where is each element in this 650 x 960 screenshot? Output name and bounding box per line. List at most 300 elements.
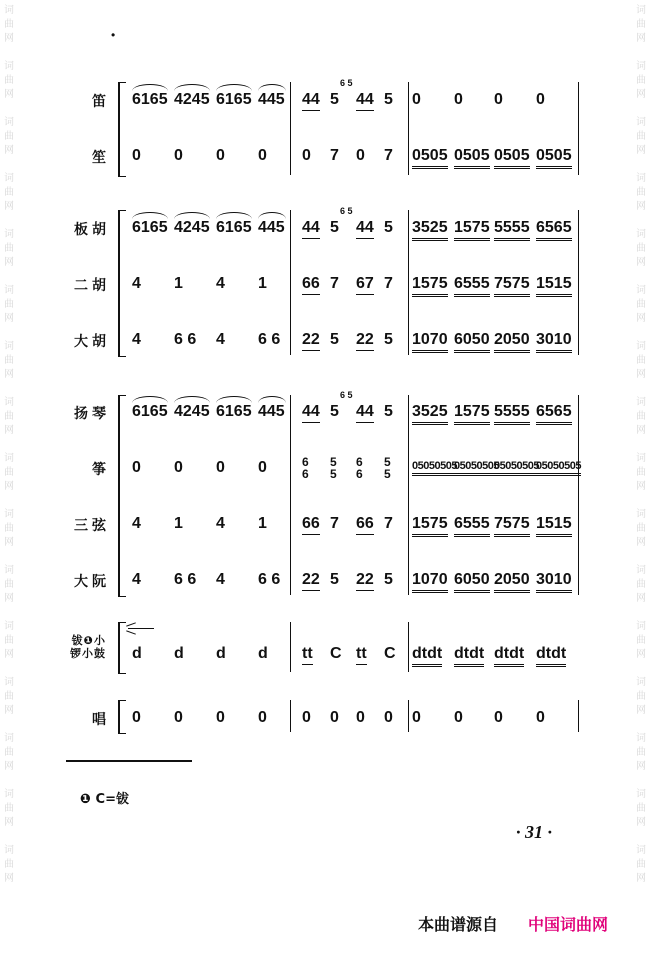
bar-line [578,82,579,175]
instrument-label: 扬琴 [74,406,110,422]
slur [258,84,286,91]
note-cell: 5 5 [384,455,391,481]
note-cell: 0 [216,459,225,476]
watermark-char: 词 [4,5,14,16]
note-cell: 0 [384,709,393,726]
watermark-char: 词 [4,845,14,856]
note-cell: 6565 [536,403,572,425]
watermark-char: 曲 [636,299,646,310]
bar-line [578,700,579,732]
watermark-gap [634,886,648,900]
watermark-char: 网 [4,201,14,212]
watermark-char: 曲 [636,187,646,198]
note-cell: 1 [174,275,183,292]
note-cell: d [174,645,184,662]
note-cell: 0 [174,459,183,476]
watermark-char: 网 [4,817,14,828]
bar-line [290,622,291,672]
note-cell: 1070 [412,571,448,593]
watermark-gap [2,382,16,396]
note-cell: 6555 [454,275,490,297]
note-cell: 66 [302,515,320,535]
watermark-char: 网 [4,257,14,268]
note-cell: 0 [536,709,545,726]
watermark-gap [634,326,648,340]
watermark-char: 网 [636,873,646,884]
instrument-label: 大胡 [74,334,110,350]
watermark-gap [2,830,16,844]
note-cell: 1575 [454,219,490,241]
watermark-char: 网 [636,313,646,324]
note-cell: 0 [454,91,463,108]
watermark-char: 曲 [636,19,646,30]
watermark-char: 网 [4,89,14,100]
watermark-char: 网 [636,145,646,156]
note-cell: 7 [330,275,339,292]
watermark-char: 网 [4,425,14,436]
watermark-char: 网 [636,537,646,548]
note-cell: 7 [384,275,393,292]
slur [216,84,252,91]
watermark-char: 词 [4,677,14,688]
note-cell: 22 [356,331,374,351]
note-cell: 1515 [536,515,572,537]
note-cell: 6165 [132,91,168,108]
note-cell: 5 [330,91,339,108]
note-cell: 0 [356,147,365,164]
note-cell: 3525 [412,403,448,425]
arrow-head-bottom [126,630,136,634]
watermark-gap [2,662,16,676]
instrument-label: 三弦 [74,518,110,534]
note-cell: 5 [330,571,339,588]
watermark-char: 词 [636,733,646,744]
watermark-char: 词 [636,789,646,800]
system-brace [118,622,126,674]
slur [216,396,252,403]
note-cell: dtdt [536,645,566,667]
watermark-char: 网 [636,481,646,492]
note-cell: 6050 [454,571,490,593]
slur [258,212,286,219]
bar-line [290,210,291,355]
watermark-char: 词 [636,397,646,408]
watermark-gap [2,774,16,788]
watermark-gap [2,158,16,172]
instrument-label: 大阮 [74,574,110,590]
watermark-gap [634,438,648,452]
ink-mark: • [111,28,116,42]
watermark-char: 曲 [636,75,646,86]
watermark-char: 词 [4,173,14,184]
note-cell: 1575 [454,403,490,425]
note-cell: 0 [258,459,267,476]
watermark-char: 曲 [4,523,14,534]
note-cell: 7 [330,147,339,164]
watermark-gap [2,46,16,60]
note-cell: 0505 [454,147,490,169]
note-cell: 05050505 [536,460,581,476]
note-cell: 5555 [494,219,530,241]
note-cell: tt [302,645,313,665]
note-cell: 0 [132,709,141,726]
instrument-label: 笙 [92,150,110,166]
bar-line [408,622,409,672]
watermark-char: 网 [4,649,14,660]
note-cell: 2050 [494,571,530,593]
note-cell: 0 [494,709,503,726]
watermark-char: 曲 [4,243,14,254]
watermark-gap [634,494,648,508]
note-cell: 4 [216,571,225,588]
note-cell: 44 [302,219,320,239]
watermark-char: 词 [4,341,14,352]
note-cell: 4245 [174,219,210,236]
watermark-gap [2,326,16,340]
watermark-char: 网 [4,873,14,884]
watermark-char: 曲 [636,579,646,590]
note-cell: 3010 [536,331,572,353]
watermark-char: 曲 [4,747,14,758]
note-cell: 0 [174,147,183,164]
note-cell: 4245 [174,403,210,420]
watermark-char: 网 [4,593,14,604]
watermark-char: 曲 [4,187,14,198]
watermark-char: 词 [636,565,646,576]
slur [132,212,168,219]
watermark-char: 网 [4,705,14,716]
note-cell: C [384,645,396,662]
watermark-gap [2,438,16,452]
watermark-gap [634,662,648,676]
note-cell: 7575 [494,515,530,537]
bar-line [408,395,409,595]
watermark-gap [2,886,16,900]
note-cell: 05050505 [494,460,539,476]
slur [258,396,286,403]
note-cell: 0 [132,147,141,164]
note-cell: d [132,645,142,662]
note-cell: 6 6 [174,331,197,348]
watermark-char: 词 [636,61,646,72]
note-cell: 44 [356,403,374,423]
watermark-char: 词 [636,453,646,464]
note-cell: 05050505 [412,460,457,476]
watermark-gap [634,830,648,844]
note-cell: 0 [494,91,503,108]
watermark-char: 词 [636,173,646,184]
watermark-char: 网 [4,481,14,492]
note-cell: 5 [384,571,393,588]
watermark-char: 曲 [636,243,646,254]
arrow-head-top [126,622,136,626]
watermark-gap [634,158,648,172]
instrument-label: 二胡 [74,278,110,294]
watermark-char: 曲 [4,355,14,366]
note-cell: 05050505 [454,460,499,476]
note-cell: 1575 [412,275,448,297]
note-cell: C [330,645,342,662]
note-cell: 6165 [216,219,252,236]
watermark-char: 词 [4,621,14,632]
watermark-char: 曲 [4,467,14,478]
watermark-char: 词 [4,509,14,520]
system-brace [118,210,126,357]
watermark-char: 曲 [4,691,14,702]
note-cell: 6165 [132,219,168,236]
watermark-gap [2,550,16,564]
note-cell: d [216,645,226,662]
note-cell: 0 [258,147,267,164]
watermark-char: 网 [636,257,646,268]
note-cell: 5 [330,331,339,348]
watermark-char: 词 [636,621,646,632]
note-cell: 0 [132,459,141,476]
watermark-char: 网 [636,201,646,212]
note-cell: 4 [216,515,225,532]
bar-line [408,210,409,355]
note-cell: 6050 [454,331,490,353]
watermark-char: 网 [636,705,646,716]
bar-line [578,395,579,595]
note-cell: 22 [356,571,374,591]
watermark-char: 词 [4,397,14,408]
slur [174,396,210,403]
slur [216,212,252,219]
note-cell: 44 [356,219,374,239]
note-cell: 4 [216,331,225,348]
note-cell: 0 [258,709,267,726]
watermark-char: 网 [4,369,14,380]
watermark-char: 曲 [4,635,14,646]
note-cell: dtdt [494,645,524,667]
source-site: 中国词曲网 [528,915,609,934]
note-cell: 0 [356,709,365,726]
note-cell: 1 [258,275,267,292]
bar-line [290,395,291,595]
note-cell: 4 [132,275,141,292]
watermark-char: 曲 [636,467,646,478]
note-cell: 7 [330,515,339,532]
source-prefix: 本曲谱源自 [418,915,499,934]
note-cell: 6 6 [174,571,197,588]
grace-note: 6 5 [340,206,353,216]
note-cell: 4 [132,571,141,588]
watermark-char: 词 [636,509,646,520]
note-cell: 1 [174,515,183,532]
note-cell: 3010 [536,571,572,593]
watermark-char: 网 [636,89,646,100]
watermark-char: 曲 [4,859,14,870]
note-cell: 0 [174,709,183,726]
arrow-shaft [128,628,154,629]
page-number: · 31 · [516,822,552,842]
system-brace [118,395,126,597]
note-cell: 6565 [536,219,572,241]
system-brace [118,82,126,177]
note-cell: 6 6 [302,455,309,481]
watermark-char: 曲 [4,803,14,814]
note-cell: 445 [258,219,285,236]
note-cell: 6 6 [258,331,281,348]
watermark-char: 曲 [636,803,646,814]
watermark-gap [2,494,16,508]
note-cell: 0505 [494,147,530,169]
note-cell: 0 [302,709,311,726]
watermark-char: 网 [4,537,14,548]
note-cell: 0 [412,709,421,726]
note-cell: 22 [302,571,320,591]
slur [132,84,168,91]
note-cell: 6165 [216,403,252,420]
note-cell: 1575 [412,515,448,537]
footnote-text: C=钹 [95,792,129,807]
bar-line [408,700,409,732]
bar-line [290,700,291,732]
note-cell: 5 [384,403,393,420]
watermark-char: 词 [636,5,646,16]
watermark-char: 网 [636,817,646,828]
note-cell: 0 [302,147,311,164]
watermark-char: 曲 [4,411,14,422]
watermark-char: 词 [636,229,646,240]
note-cell: 4245 [174,91,210,108]
note-cell: 5 [384,331,393,348]
note-cell: 44 [302,91,320,111]
note-cell: 6 6 [258,571,281,588]
note-cell: 3525 [412,219,448,241]
note-cell: dtdt [412,645,442,667]
right-watermark [634,4,648,960]
watermark-char: 词 [4,61,14,72]
watermark-char: 词 [4,565,14,576]
watermark-gap [2,214,16,228]
watermark-char: 词 [4,733,14,744]
watermark-char: 词 [4,453,14,464]
note-cell: 445 [258,91,285,108]
note-cell: 67 [356,275,374,295]
note-cell: 0 [454,709,463,726]
footnote-rule [66,760,192,762]
note-cell: 0 [412,91,421,108]
watermark-char: 网 [636,649,646,660]
note-cell: 7 [384,515,393,532]
watermark-char: 词 [4,789,14,800]
note-cell: 2050 [494,331,530,353]
note-cell: 0 [330,709,339,726]
watermark-gap [634,550,648,564]
grace-note: 6 5 [340,78,353,88]
watermark-char: 网 [636,593,646,604]
instrument-label: 筝 [92,462,110,478]
watermark-char: 网 [636,425,646,436]
system-brace [118,700,126,734]
watermark-char: 曲 [4,579,14,590]
note-cell: 445 [258,403,285,420]
note-cell: 66 [356,515,374,535]
watermark-char: 网 [4,33,14,44]
instrument-label: 笛 [92,94,110,110]
watermark-char: 网 [636,33,646,44]
watermark-char: 曲 [636,131,646,142]
watermark-char: 词 [636,285,646,296]
watermark-char: 曲 [636,411,646,422]
note-cell: 7 [384,147,393,164]
note-cell: 1515 [536,275,572,297]
watermark-char: 网 [4,761,14,772]
watermark-char: 曲 [636,859,646,870]
watermark-gap [2,102,16,116]
watermark-gap [634,214,648,228]
watermark-char: 网 [636,369,646,380]
watermark-char: 词 [636,845,646,856]
footnote [80,788,129,807]
grace-note: 6 5 [340,390,353,400]
watermark-char: 词 [636,677,646,688]
watermark-char: 词 [4,117,14,128]
note-cell: 7575 [494,275,530,297]
slur [174,212,210,219]
watermark-char: 网 [4,313,14,324]
note-cell: 0 [536,91,545,108]
watermark-gap [634,606,648,620]
watermark-gap [634,270,648,284]
slur [174,84,210,91]
note-cell: 5 [330,403,339,420]
watermark-char: 曲 [636,355,646,366]
watermark-char: 曲 [4,131,14,142]
note-cell: d [258,645,268,662]
instrument-label: 唱 [92,712,110,728]
note-cell: 66 [302,275,320,295]
bar-line [290,82,291,175]
watermark-gap [634,382,648,396]
bar-line [578,210,579,355]
watermark-gap [2,606,16,620]
note-cell: 4 [132,515,141,532]
watermark-char: 曲 [4,75,14,86]
note-cell: 4 [132,331,141,348]
note-cell: 6 6 [356,455,363,481]
watermark-char: 曲 [4,299,14,310]
instrument-label: 板胡 [74,222,110,238]
watermark-char: 网 [636,761,646,772]
note-cell: 0505 [412,147,448,169]
watermark-char: 曲 [636,523,646,534]
note-cell: 44 [302,403,320,423]
note-cell: 6165 [132,403,168,420]
watermark-char: 词 [636,117,646,128]
watermark-char: 曲 [636,635,646,646]
note-cell: 5 [384,219,393,236]
watermark-char: 网 [4,145,14,156]
watermark-char: 曲 [636,747,646,758]
watermark-gap [634,102,648,116]
note-cell: 5 [384,91,393,108]
note-cell: dtdt [454,645,484,667]
watermark-gap [2,270,16,284]
bar-line [408,82,409,175]
watermark-gap [634,46,648,60]
note-cell: 4 [216,275,225,292]
note-cell: 1070 [412,331,448,353]
instrument-label: 钹❶小锣小鼓 [70,634,106,660]
note-cell: 5 5 [330,455,337,481]
left-watermark [2,4,16,960]
note-cell: 0 [216,147,225,164]
note-cell: 6165 [216,91,252,108]
watermark-char: 词 [4,285,14,296]
